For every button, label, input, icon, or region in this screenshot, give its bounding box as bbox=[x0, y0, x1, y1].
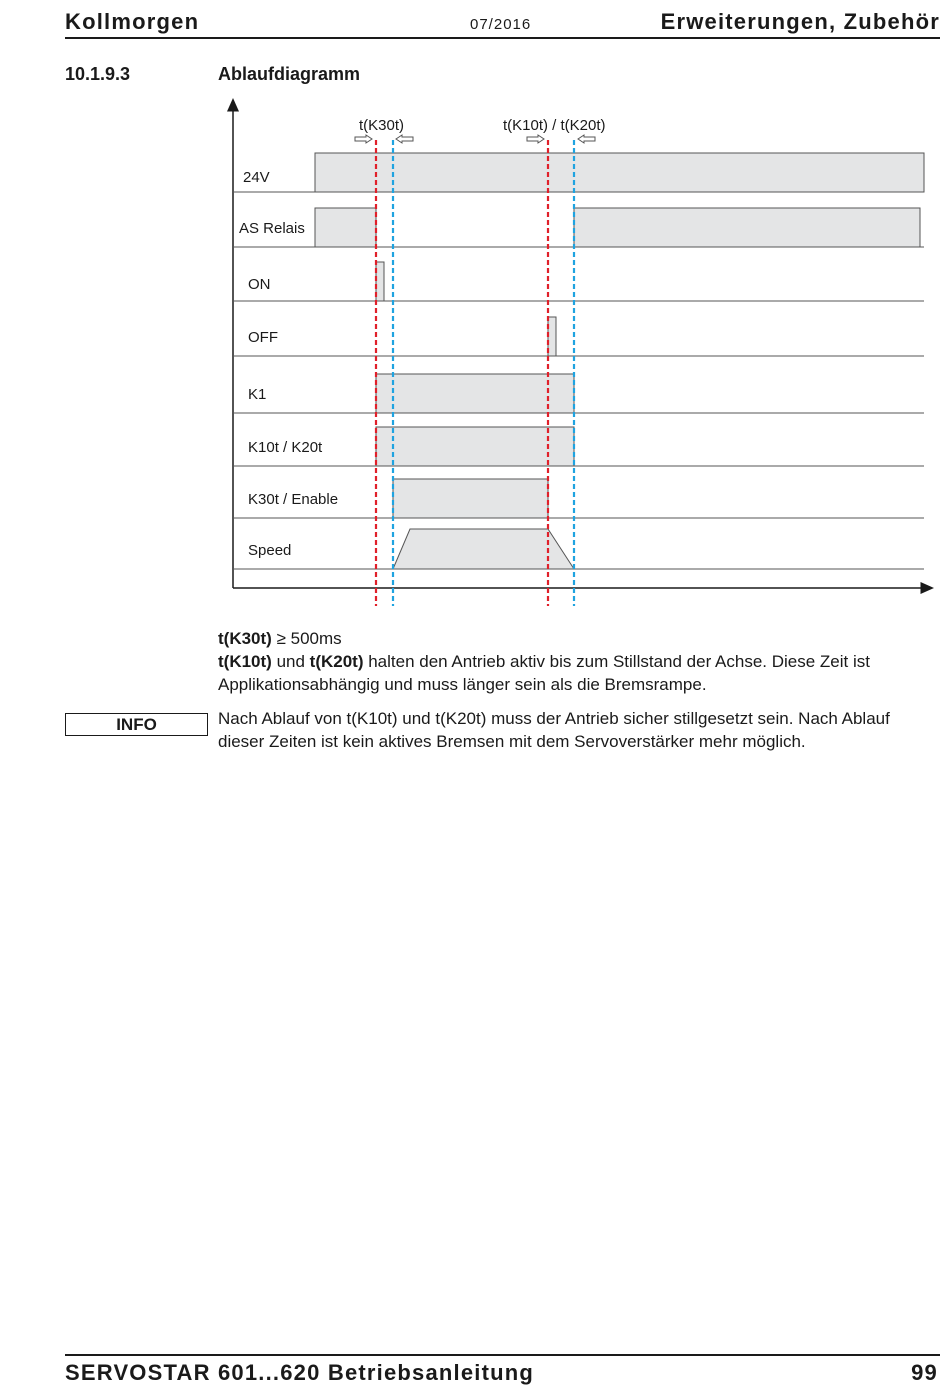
timing-label-k30t: t(K30t) bbox=[359, 117, 405, 134]
signal-label-as-relais: AS Relais bbox=[239, 220, 305, 237]
note-line-1 bbox=[218, 627, 943, 650]
timing-label-k10t-k20t: t(K10t) / t(K20t) bbox=[503, 117, 606, 134]
signal-label-speed: Speed bbox=[248, 542, 292, 559]
info-text-line-1: Nach Ablauf von t(K10t) und t(K20t) muss der Antrieb sicher stillgesetzt sein. Nach Ablauf bbox=[218, 709, 890, 728]
footer-manual-title: SERVOSTAR 601...620 Betriebsanleitung bbox=[65, 1360, 535, 1385]
info-text-line-2: dieser Zeiten ist kein aktives Bremsen mit dem Servoverstärker mehr möglich. bbox=[218, 732, 806, 751]
signal-k10t-k20t-high bbox=[376, 427, 574, 466]
note-k30t-value: ≥ 500ms bbox=[271, 629, 342, 648]
signal-label-k1: K1 bbox=[248, 386, 267, 403]
interval-arrow-k30t-left bbox=[355, 135, 372, 143]
footer-rule bbox=[65, 1354, 940, 1356]
signal-label-on: ON bbox=[248, 276, 271, 293]
signal-off-pulse bbox=[548, 317, 556, 356]
note-k20t-term: t(K20t) bbox=[309, 652, 364, 671]
note-k10t-term: t(K10t) bbox=[218, 652, 272, 671]
signal-label-k10t-k20t: K10t / K20t bbox=[248, 439, 323, 456]
info-badge: INFO bbox=[65, 713, 208, 736]
interval-arrow-k30t-right bbox=[396, 135, 413, 143]
row-separators bbox=[233, 192, 924, 569]
timing-diagram bbox=[0, 0, 950, 620]
header-brand: Kollmorgen bbox=[65, 9, 200, 34]
signal-as-relais-high-2 bbox=[574, 208, 920, 247]
signal-label-k30t-enable: K30t / Enable bbox=[248, 491, 339, 508]
signal-as-relais-high-1 bbox=[315, 208, 376, 247]
note-line-3: Applikationsabhängig und muss länger sein als die Bremsrampe. bbox=[218, 675, 707, 694]
signal-24v-high bbox=[315, 153, 924, 192]
interval-arrow-k10t-right bbox=[578, 135, 595, 143]
section-number: 10.1.9.3 bbox=[65, 64, 131, 84]
page-number: 99 bbox=[911, 1360, 938, 1385]
signal-k30t-enable-high bbox=[393, 479, 548, 518]
signal-on-pulse bbox=[376, 262, 384, 301]
header-chapter: Erweiterungen, Zubehör bbox=[660, 9, 940, 34]
interval-arrow-k10t-left bbox=[527, 135, 544, 143]
header-date: 07/2016 bbox=[470, 16, 532, 33]
note-connector: und bbox=[271, 652, 310, 671]
section-title: Ablaufdiagramm bbox=[218, 64, 361, 84]
note-line-2 bbox=[218, 650, 943, 673]
signal-label-off: OFF bbox=[248, 329, 278, 346]
note-k30t-term: t(K30t) bbox=[218, 629, 272, 648]
signal-k1-high bbox=[376, 374, 574, 413]
note-hold-text: halten den Antrieb aktiv bis zum Stillstand der Achse. Diese Zeit ist bbox=[363, 652, 870, 671]
signal-label-24v: 24V bbox=[243, 169, 270, 186]
signal-speed-profile bbox=[393, 529, 574, 569]
